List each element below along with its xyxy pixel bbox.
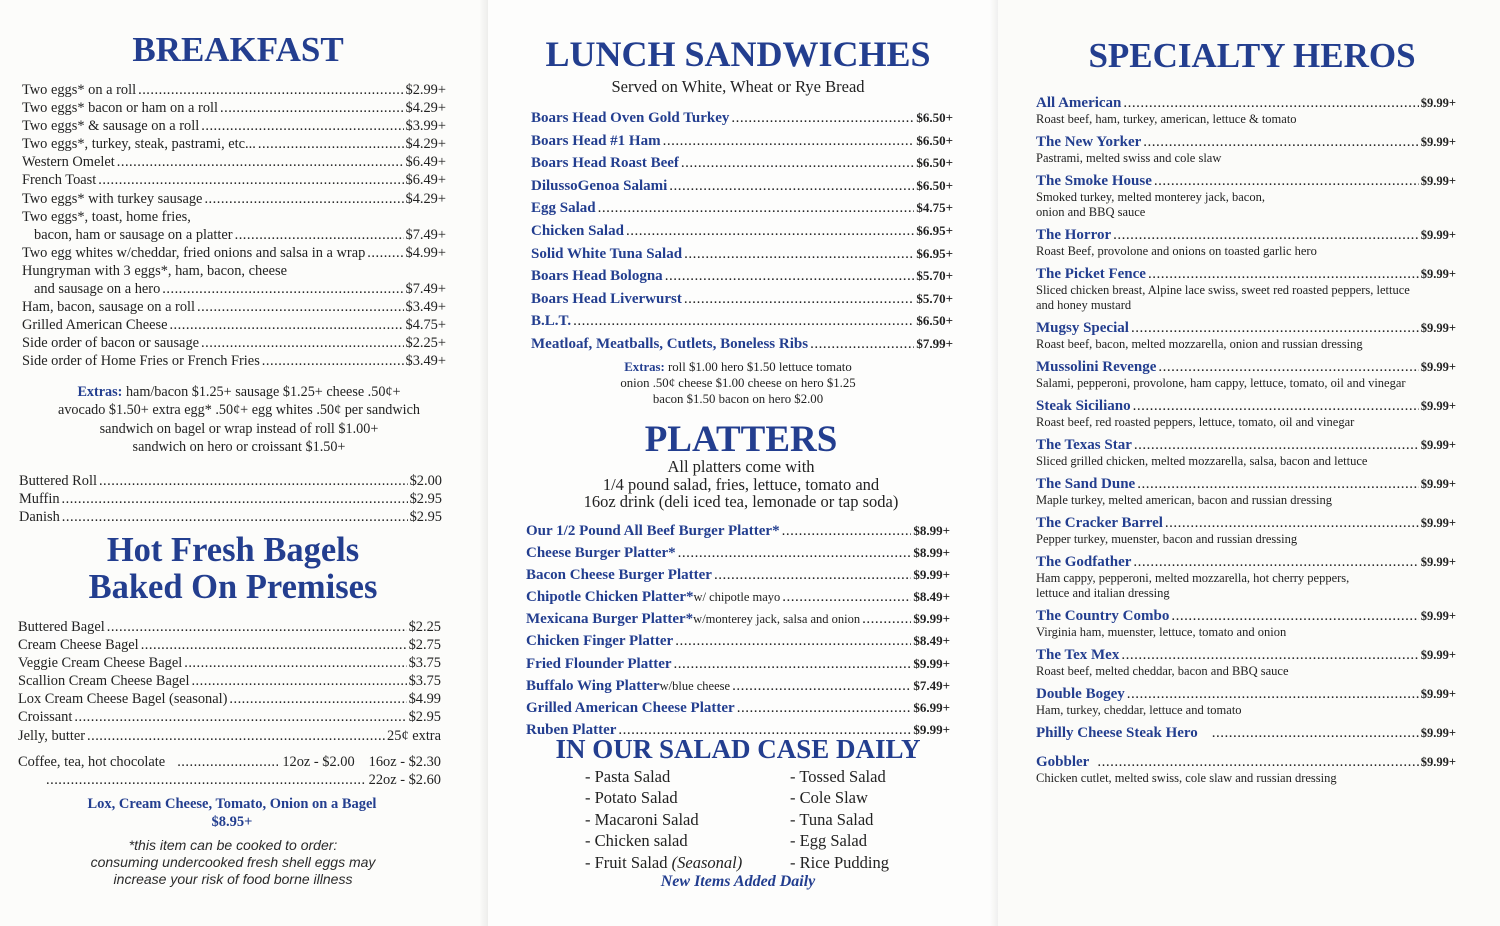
menu-item: Two eggs* & sausage on a roll ..... $3.99+	[22, 117, 446, 135]
menu-item-line: Hungryman with 3 eggs*, ham, bacon, cheese	[22, 262, 287, 279]
menu-item: Muffin ..... $2.95	[19, 490, 442, 508]
hero-item: Steak Siciliano ..... $9.99+ Roast beef, red roasted peppers, lettuce, tomato, oil and vinegar	[1036, 398, 1456, 430]
lunch-subtitle: Served on White, Wheat or Rye Bread	[611, 77, 865, 96]
extras-line: roll $1.00 hero $1.50 lettuce tomato	[667, 360, 852, 374]
menu-item: Solid White Tuna Salad ..... $6.95+	[531, 243, 953, 266]
menu-item: and sausage on a hero ..... $7.49+	[22, 280, 446, 298]
menu-item: French Toast ..... $6.49+	[22, 171, 446, 189]
menu-item: Mexicana Burger Platter* w/monterey jack, salsa and onion ..... $9.99+	[526, 608, 950, 630]
disclaimer-line: consuming undercooked fresh shell eggs may	[90, 854, 376, 870]
lunch-panel	[488, 0, 998, 926]
heros-list	[1036, 95, 1456, 793]
hero-item: The Country Combo ..... $9.99+ Virginia ham, muenster, lettuce, tomato and onion	[1036, 608, 1456, 640]
menu-item: Boars Head Bologna ..... $5.70+	[531, 265, 953, 288]
menu-item: Buttered Bagel ..... $2.25	[18, 618, 441, 636]
menu-item: Two eggs* with turkey sausage ..... $4.29+	[22, 190, 446, 208]
hero-item: The Smoke House ..... $9.99+ Smoked turkey, melted monterey jack, bacon, onion and BBQ sauce	[1036, 173, 1456, 220]
menu-item: Ham, bacon, sausage on a roll ..... $3.49+	[22, 298, 446, 316]
menu-item: Two eggs* bacon or ham on a roll ..... $4.29+	[22, 99, 446, 117]
platters-list	[526, 520, 950, 741]
new-items-note: New Items Added Daily	[660, 873, 816, 890]
menu-item: Cheese Burger Platter* ..... $8.99+	[526, 542, 950, 564]
bakery-list	[19, 472, 442, 526]
salad-item: - Cole Slaw	[790, 788, 868, 808]
bagels-list	[18, 618, 441, 789]
hero-item: The Texas Star ..... $9.99+ Sliced grilled chicken, melted mozzarella, salsa, bacon and lettuce	[1036, 437, 1456, 469]
extras-line: sandwich on hero or croissant $1.50+	[132, 438, 346, 455]
menu-item: Scallion Cream Cheese Bagel ..... $3.75	[18, 672, 441, 690]
menu-item: DilussoGenoa Salami ..... $6.50+	[531, 175, 953, 198]
menu-item: Egg Salad ..... $4.75+	[531, 197, 953, 220]
lox-special-price: $8.95+	[211, 814, 253, 830]
menu-item: Croissant ..... $2.95	[18, 708, 441, 726]
hero-item: The Godfather ..... $9.99+ Ham cappy, pepperoni, melted mozzarella, hot cherry peppers, lettuce and italian dressing	[1036, 554, 1456, 601]
hero-item: The Horror ..... $9.99+ Roast Beef, provolone and onions on toasted garlic hero	[1036, 227, 1456, 259]
heros-panel	[998, 0, 1500, 926]
salad-list	[585, 766, 889, 873]
extras-line: onion .50¢ cheese $1.00 cheese on hero $1.25	[620, 376, 856, 390]
menu-item: Side order of bacon or sausage ..... $2.25+	[22, 334, 446, 352]
menu-item: Two eggs* on a roll ..... $2.99+	[22, 81, 446, 99]
menu-item: Boars Head Liverwurst ..... $5.70+	[531, 288, 953, 311]
extras-line: bacon $1.50 bacon on hero $2.00	[652, 392, 824, 406]
menu-item: B.L.T. ..... $6.50+	[531, 310, 953, 333]
menu-item: Veggie Cream Cheese Bagel ..... $3.75	[18, 654, 441, 672]
platters-subtitle	[488, 458, 994, 511]
menu-item: Chipotle Chicken Platter* w/ chipotle mayo ..... $8.49+	[526, 586, 950, 608]
menu-item: Chicken Salad ..... $6.95+	[531, 220, 953, 243]
heros-title: SPECIALTY HEROS	[1088, 36, 1416, 75]
menu-item: Grilled American Cheese ..... $4.75+	[22, 316, 446, 334]
menu-item: Jelly, butter ..... 25¢ extra	[18, 727, 441, 745]
menu-item: Buttered Roll ..... $2.00	[19, 472, 442, 490]
salad-item: - Pasta Salad	[585, 767, 671, 786]
breakfast-extras	[14, 383, 464, 456]
disclaimer-line: increase your risk of food borne illness	[113, 871, 353, 887]
hero-item: Double Bogey ..... $9.99+ Ham, turkey, cheddar, lettuce and tomato	[1036, 686, 1456, 718]
bagels-title	[0, 532, 466, 606]
menu-item: Lox Cream Cheese Bagel (seasonal) ..... $4.99	[18, 690, 441, 708]
extras-line: sandwich on bagel or wrap instead of roll $1.00+	[99, 420, 379, 437]
bagels-title-line: Hot Fresh Bagels	[106, 531, 360, 569]
hero-item: Philly Cheese Steak Hero ..... $9.99+	[1036, 725, 1456, 742]
menu-item: Bacon Cheese Burger Platter ..... $9.99+	[526, 564, 950, 586]
breakfast-title: BREAKFAST	[132, 30, 344, 69]
menu-item: Cream Cheese Bagel ..... $2.75	[18, 636, 441, 654]
extras-line: avocado $1.50+ extra egg* .50¢+ egg whites .50¢ per sandwich	[58, 402, 420, 419]
bagels-title-line: Baked On Premises	[88, 568, 378, 606]
platters-subtitle-line: All platters come with	[667, 457, 815, 476]
extras-label: Extras:	[624, 360, 665, 374]
lunch-list	[531, 107, 953, 356]
salad-column-left	[585, 766, 790, 873]
menu-item: Two eggs*, turkey, steak, pastrami, etc... ..... $4.29+	[22, 135, 446, 153]
hero-item: The Cracker Barrel ..... $9.99+ Pepper turkey, muenster, bacon and russian dressing	[1036, 515, 1456, 547]
menu-item: Boars Head #1 Ham ..... $6.50+	[531, 130, 953, 153]
hero-item: All American ..... $9.99+ Roast beef, ham, turkey, american, lettuce & tomato	[1036, 95, 1456, 127]
menu-item: Chicken Finger Platter ..... $8.49+	[526, 630, 950, 652]
menu-item: Western Omelet ..... $6.49+	[22, 153, 446, 171]
hero-item: Mugsy Special ..... $9.99+ Roast beef, bacon, melted mozzarella, onion and russian dressing	[1036, 320, 1456, 352]
menu-item: Grilled American Cheese Platter ..... $6.99+	[526, 697, 950, 719]
salad-item: - Fruit Salad (Seasonal)	[585, 852, 743, 872]
breakfast-panel	[0, 0, 488, 926]
hero-item: The Tex Mex ..... $9.99+ Roast beef, melted cheddar, bacon and BBQ sauce	[1036, 647, 1456, 679]
platters-title: PLATTERS	[644, 419, 838, 460]
salad-item: - Rice Pudding	[790, 852, 889, 872]
menu-item: bacon, ham or sausage on a platter ..... $7.49+	[22, 226, 446, 244]
extras-label: Extras:	[77, 384, 123, 400]
menu-item: Ruben Platter ..... $9.99+	[526, 719, 950, 741]
menu-item: Fried Flounder Platter ..... $9.99+	[526, 653, 950, 675]
salad-item: - Chicken salad	[585, 831, 688, 851]
salad-item: - Potato Salad	[585, 788, 678, 808]
platters-subtitle-line: 1/4 pound salad, fries, lettuce, tomato and	[602, 474, 880, 494]
extras-line: ham/bacon $1.25+ sausage $1.25+ cheese .50¢+	[125, 384, 401, 400]
salad-item: - Tuna Salad	[790, 809, 874, 829]
salad-item: - Tossed Salad	[790, 767, 886, 786]
menu-item: Our 1/2 Pound All Beef Burger Platter* ..... $8.99+	[526, 520, 950, 542]
menu-item: Danish ..... $2.95	[19, 508, 442, 526]
hero-item: The Sand Dune ..... $9.99+ Maple turkey, melted american, bacon and russian dressing	[1036, 476, 1456, 508]
salad-item: - Egg Salad	[790, 831, 867, 851]
lox-special	[0, 795, 464, 831]
platters-subtitle-line: 16oz drink (deli iced tea, lemonade or tap soda)	[583, 492, 899, 511]
salad-column-right	[790, 766, 889, 873]
menu-item: Side order of Home Fries or French Fries ..... $3.49+	[22, 352, 446, 370]
disclaimer-line: *this item can be cooked to order:	[128, 837, 338, 853]
menu-item: ..... 22oz - $2.60	[18, 771, 441, 789]
menu-item: Coffee, tea, hot chocolate ..... 12oz - $2.00 16oz - $2.30	[18, 753, 441, 771]
menu-item: Two egg whites w/cheddar, fried onions and salsa in a wrap ..... $4.99+	[22, 244, 446, 262]
menu-item: Boars Head Oven Gold Turkey ..... $6.50+	[531, 107, 953, 130]
menu-item: Boars Head Roast Beef ..... $6.50+	[531, 152, 953, 175]
hero-item: The Picket Fence ..... $9.99+ Sliced chicken breast, Alpine lace swiss, sweet red roasted peppers, lettuce and honey mustard	[1036, 266, 1456, 313]
menu-item: Meatloaf, Meatballs, Cutlets, Boneless Ribs ..... $7.99+	[531, 333, 953, 356]
lunch-extras	[488, 359, 988, 407]
menu-item: Buffalo Wing Platter w/blue cheese ..... $7.49+	[526, 675, 950, 697]
hero-item: Gobbler ..... $9.99+ Chicken cutlet, melted swiss, cole slaw and russian dressing	[1036, 754, 1456, 786]
salad-item: - Macaroni Salad	[585, 809, 699, 829]
hero-item: The New Yorker ..... $9.99+ Pastrami, melted swiss and cole slaw	[1036, 134, 1456, 166]
lox-special-name: Lox, Cream Cheese, Tomato, Onion on a Bagel	[87, 796, 377, 812]
breakfast-list	[22, 81, 446, 371]
salad-title: IN OUR SALAD CASE DAILY	[555, 734, 921, 764]
hero-item: Mussolini Revenge ..... $9.99+ Salami, pepperoni, provolone, ham cappy, lettuce, tomato, oil and vinegar	[1036, 359, 1456, 391]
menu-item-line: Two eggs*, toast, home fries,	[22, 208, 191, 225]
food-disclaimer	[0, 837, 466, 888]
lunch-title: LUNCH SANDWICHES	[545, 34, 931, 74]
